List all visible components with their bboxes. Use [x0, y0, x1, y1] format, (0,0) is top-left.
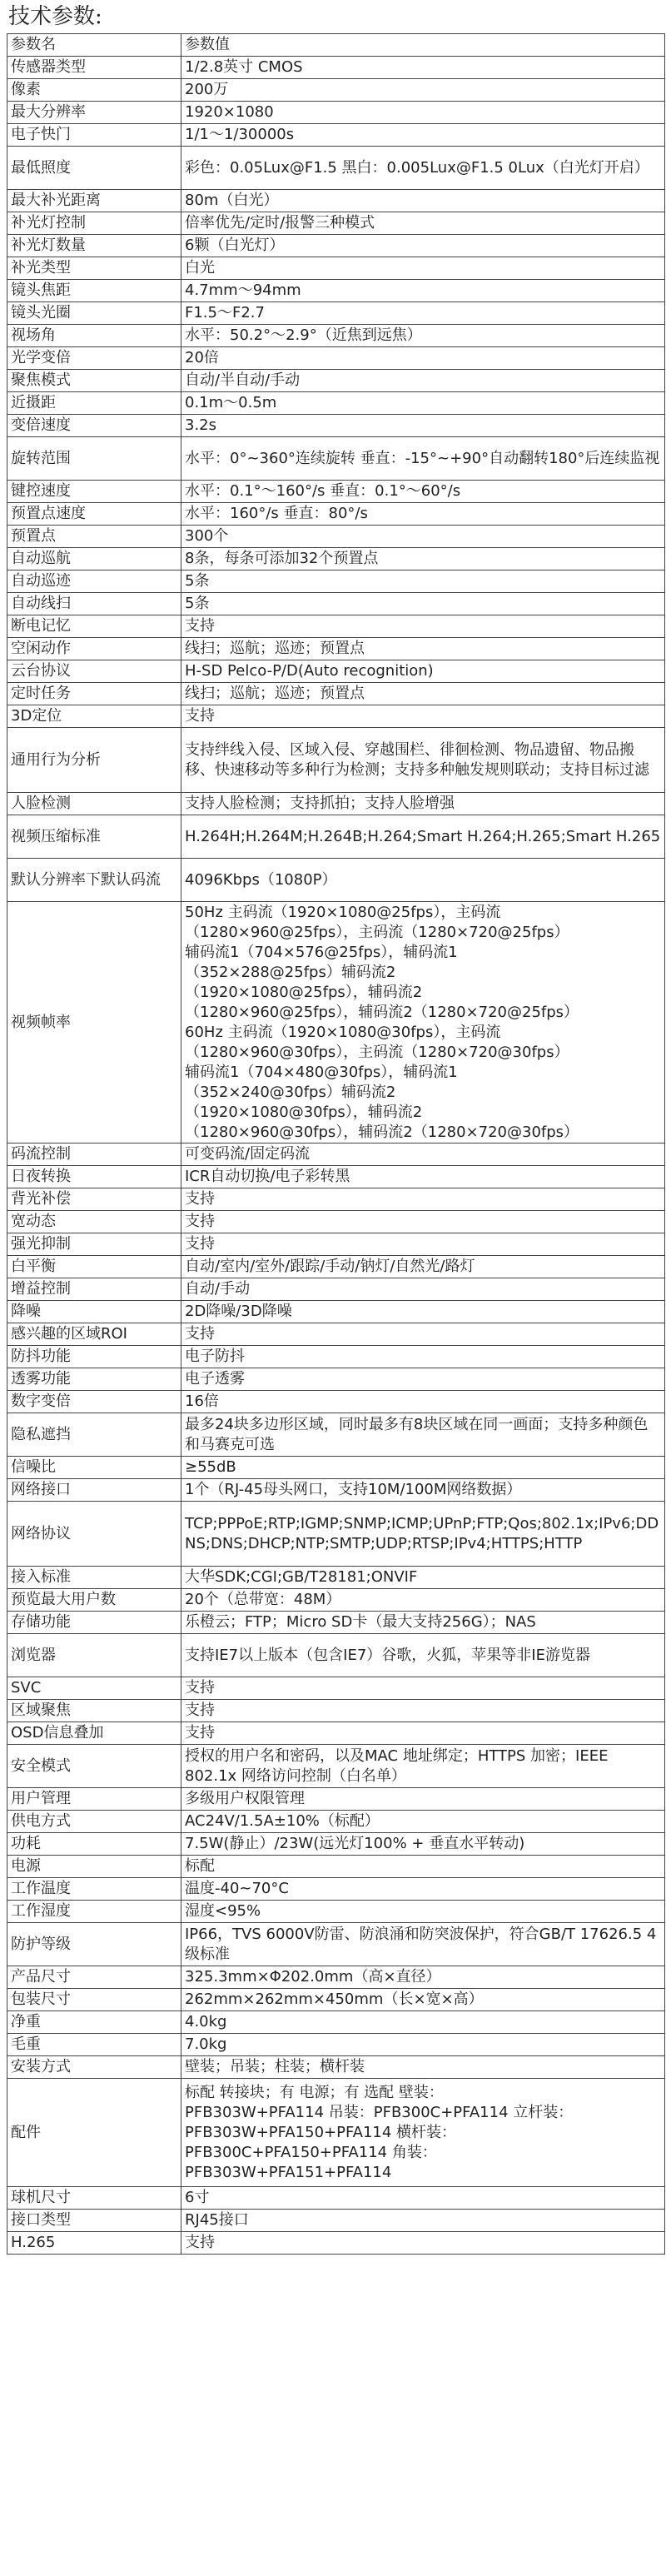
table-row [7, 1966, 665, 1989]
param-value-cell: 1/2.8英寸 CMOS [181, 57, 665, 79]
param-value-cell: 标配 [181, 1856, 665, 1878]
table-row [7, 1700, 665, 1722]
table-row [7, 660, 665, 683]
param-name-cell: 区域聚焦 [7, 1700, 181, 1722]
param-name-cell: 防抖功能 [7, 1346, 181, 1368]
param-value-cell: 白光 [181, 257, 665, 280]
param-value-cell: ≥55dB [181, 1457, 665, 1479]
param-name-cell: 预览最大用户数 [7, 1589, 181, 1612]
param-value-cell: 支持 [181, 1677, 665, 1700]
table-row [7, 1634, 665, 1677]
param-name-cell: 3D定位 [7, 705, 181, 728]
table-row [7, 593, 665, 615]
table-row [7, 1479, 665, 1502]
param-name-cell: 码流控制 [7, 1144, 181, 1166]
table-row [7, 1856, 665, 1878]
param-value-line: （1280×960@25fps），辅码流2（1280×720@25fps） [185, 1003, 579, 1021]
param-value-cell: 0.1m～0.5m [181, 392, 665, 415]
table-row [7, 1677, 665, 1700]
param-name-cell: 接口类型 [7, 2210, 181, 2232]
param-value-cell: 200万 [181, 79, 665, 102]
param-value-cell: 5条 [181, 571, 665, 593]
param-name-cell: 日夜转换 [7, 1166, 181, 1188]
param-value-cell: 1个（RJ-45母头网口，支持10M/100M网络数据） [181, 1479, 665, 1502]
param-value-line: PFB303W+PFA114 吊装：PFB300C+PFA114 立杆装： [185, 2103, 574, 2121]
table-row [7, 1612, 665, 1634]
param-value-cell: 自动/手动 [181, 1278, 665, 1301]
param-value-cell: 8条，每条可添加32个预置点 [181, 548, 665, 571]
param-name-cell: 电子快门 [7, 124, 181, 147]
table-row [7, 2210, 665, 2232]
param-value-line: （352×288@25fps）辅码流2 [185, 963, 396, 981]
table-row [7, 1346, 665, 1368]
table-row [7, 280, 665, 302]
param-value-cell: 1/1～1/30000s [181, 124, 665, 147]
param-value-cell: 支持IE7以上版本（包含IE7）谷歌，火狐，苹果等非IE游览器 [181, 1634, 665, 1677]
param-value-cell: 大华SDK;CGI;GB/T28181;ONVIF [181, 1567, 665, 1589]
table-row [7, 347, 665, 370]
param-name-cell: 默认分辨率下默认码流 [7, 859, 181, 902]
param-name-cell: 视频压缩标准 [7, 815, 181, 859]
param-value-cell: ICR自动切换/电子彩转黑 [181, 1166, 665, 1188]
param-name-cell: 防护等级 [7, 1923, 181, 1966]
table-row [7, 1166, 665, 1188]
param-name-cell: SVC [7, 1677, 181, 1700]
param-value-cell: 支持 [181, 705, 665, 728]
table-row [7, 1833, 665, 1856]
table-row [7, 481, 665, 503]
param-name-cell: 产品尺寸 [7, 1966, 181, 1989]
table-row [7, 1811, 665, 1833]
param-name-cell: 强光抑制 [7, 1233, 181, 1256]
param-value-cell: 电子透雾 [181, 1368, 665, 1391]
param-name-cell: 功耗 [7, 1833, 181, 1856]
param-name-cell: 毛重 [7, 2034, 181, 2056]
table-row [7, 1878, 665, 1901]
table-row [7, 1989, 665, 2011]
page-title: 技术参数: [8, 4, 102, 29]
table-row [7, 437, 665, 481]
param-value-cell: 最多24块多边形区域，同时最多有8块区域在同一画面；支持多种颜色和马赛克可选 [181, 1413, 665, 1457]
param-value-cell: 支持人脸检测；支持抓拍；支持人脸增强 [181, 793, 665, 815]
param-value-cell: 参数值 [181, 34, 665, 57]
param-name-cell: 包装尺寸 [7, 1989, 181, 2011]
table-row [7, 1923, 665, 1966]
table-row [7, 1567, 665, 1589]
table-row [7, 2232, 665, 2255]
param-value-cell: 倍率优先/定时/报警三种模式 [181, 212, 665, 235]
param-value-cell: 1920×1080 [181, 102, 665, 124]
param-name-cell: 宽动态 [7, 1211, 181, 1233]
table-row [7, 1301, 665, 1323]
table-row [7, 815, 665, 859]
table-row [7, 1188, 665, 1211]
table-row [7, 2056, 665, 2079]
param-name-cell: 供电方式 [7, 1811, 181, 1833]
param-name-cell: 数字变倍 [7, 1391, 181, 1413]
param-value-cell: 乐橙云；FTP；Micro SD卡（最大支持256G）；NAS [181, 1612, 665, 1634]
param-value-cell [181, 902, 665, 1144]
param-name-cell: OSD信息叠加 [7, 1722, 181, 1745]
param-value-cell: 水平：50.2°～2.9°（近焦到远焦） [181, 325, 665, 347]
param-name-cell: 配件 [7, 2079, 181, 2187]
param-name-cell: 自动线扫 [7, 593, 181, 615]
table-row [7, 2187, 665, 2210]
param-name-cell: 传感器类型 [7, 57, 181, 79]
param-value-cell: 16倍 [181, 1391, 665, 1413]
table-row [7, 415, 665, 437]
param-name-cell: 旋转范围 [7, 437, 181, 481]
param-value-line: （1920×1080@25fps），辅码流2 [185, 983, 423, 1001]
param-name-cell: 最低照度 [7, 147, 181, 190]
param-name-cell: 网络协议 [7, 1502, 181, 1567]
param-value-line: PFB303W+PFA150+PFA114 横杆装： [185, 2123, 457, 2141]
param-value-cell: 多级用户权限管理 [181, 1788, 665, 1811]
param-value-cell: AC24V/1.5A±10%（标配） [181, 1811, 665, 1833]
table-row [7, 1144, 665, 1166]
table-row [7, 503, 665, 526]
table-row [7, 1323, 665, 1346]
param-value-cell: 3.2s [181, 415, 665, 437]
table-row [7, 2079, 665, 2187]
param-value-cell: 线扫；巡航；巡迹；预置点 [181, 638, 665, 660]
param-name-cell: 光学变倍 [7, 347, 181, 370]
param-name-cell: 定时任务 [7, 683, 181, 705]
table-row [7, 1457, 665, 1479]
table-row [7, 1589, 665, 1612]
table-row [7, 615, 665, 638]
param-name-cell: 接入标准 [7, 1567, 181, 1589]
table-row [7, 571, 665, 593]
spec-table-body [7, 34, 665, 2255]
param-value-cell: 262mm×262mm×450mm（长×宽×高） [181, 1989, 665, 2011]
param-name-cell: 网络接口 [7, 1479, 181, 1502]
param-value-cell: 支持 [181, 1722, 665, 1745]
table-row [7, 1722, 665, 1745]
param-name-cell: 净重 [7, 2011, 181, 2034]
param-name-cell: 自动巡航 [7, 548, 181, 571]
table-row [7, 235, 665, 257]
param-value-line: （1280×960@25fps），主码流（1280×720@25fps） [185, 923, 569, 941]
param-value-cell: 线扫；巡航；巡迹；预置点 [181, 683, 665, 705]
table-row [7, 124, 665, 147]
param-value-cell: 支持 [181, 1211, 665, 1233]
param-value-cell: 20倍 [181, 347, 665, 370]
param-value-cell: 2D降噪/3D降噪 [181, 1301, 665, 1323]
param-value-cell: 20个（总带宽：48M） [181, 1589, 665, 1612]
param-value-cell: 80m（白光） [181, 190, 665, 212]
table-row [7, 1256, 665, 1278]
table-row [7, 1901, 665, 1923]
param-value-cell: 7.5W(静止）/23W(远光灯100% + 垂直水平转动) [181, 1833, 665, 1856]
param-value-cell: 自动/室内/室外/跟踪/手动/钠灯/自然光/路灯 [181, 1256, 665, 1278]
table-row [7, 638, 665, 660]
param-value-cell: 水平：0.1°～160°/s 垂直：0.1°～60°/s [181, 481, 665, 503]
table-row [7, 102, 665, 124]
param-name-cell: 背光补偿 [7, 1188, 181, 1211]
param-name-cell: 镜头焦距 [7, 280, 181, 302]
table-row [7, 392, 665, 415]
param-value-cell: 授权的用户名和密码，以及MAC 地址绑定；HTTPS 加密；IEEE 802.1x 网络访问控制（白名单） [181, 1745, 665, 1788]
param-name-cell: 变倍速度 [7, 415, 181, 437]
param-name-cell: 通用行为分析 [7, 728, 181, 793]
table-row [7, 190, 665, 212]
param-value-cell: 4.7mm～94mm [181, 280, 665, 302]
spec-table [7, 33, 665, 2255]
table-row [7, 1788, 665, 1811]
param-value-cell [181, 2079, 665, 2187]
table-row [7, 526, 665, 548]
param-value-line: PFB303W+PFA151+PFA114 [185, 2163, 392, 2181]
param-value-cell: 支持 [181, 2232, 665, 2255]
param-name-cell: 人脸检测 [7, 793, 181, 815]
param-value-line: 辅码流1（704×576@25fps），辅码流1 [185, 943, 458, 961]
param-value-cell: H-SD Pelco-P/D(Auto recognition) [181, 660, 665, 683]
param-value-line: 60Hz 主码流（1920×1080@30fps），主码流 [185, 1023, 501, 1041]
param-name-cell: 补光类型 [7, 257, 181, 280]
param-value-cell: 7.0kg [181, 2034, 665, 2056]
param-value-line: PFB300C+PFA150+PFA114 角装： [185, 2143, 437, 2161]
param-name-cell: 电源 [7, 1856, 181, 1878]
param-value-line: （1280×960@30fps），主码流（1280×720@30fps） [185, 1043, 569, 1061]
param-name-cell: 浏览器 [7, 1634, 181, 1677]
param-value-cell: H.264H;H.264M;H.264B;H.264;Smart H.264;H.265;Smart H.265 [181, 815, 665, 859]
table-row [7, 1211, 665, 1233]
param-name-cell: 信噪比 [7, 1457, 181, 1479]
table-row [7, 147, 665, 190]
param-value-cell: 支持 [181, 615, 665, 638]
param-value-cell: 300个 [181, 526, 665, 548]
param-value-cell: RJ45接口 [181, 2210, 665, 2232]
param-value-line: 标配 转接块；有 电源；有 选配 壁装： [185, 2083, 444, 2101]
param-value-line: （1280×960@30fps），辅码流2（1280×720@30fps） [185, 1123, 579, 1141]
param-name-cell: 工作温度 [7, 1878, 181, 1901]
param-name-cell: H.265 [7, 2232, 181, 2255]
param-name-cell: 安装方式 [7, 2056, 181, 2079]
param-name-cell: 预置点 [7, 526, 181, 548]
param-value-cell: 湿度<95% [181, 1901, 665, 1923]
param-value-line: （1920×1080@30fps），辅码流2 [185, 1103, 423, 1121]
param-name-cell: 近摄距 [7, 392, 181, 415]
param-name-cell: 增益控制 [7, 1278, 181, 1301]
table-row [7, 370, 665, 392]
table-row [7, 1391, 665, 1413]
param-name-cell: 聚焦模式 [7, 370, 181, 392]
param-name-cell: 自动巡迹 [7, 571, 181, 593]
param-name-cell: 空闲动作 [7, 638, 181, 660]
param-value-cell: 5条 [181, 593, 665, 615]
param-value-cell: 6寸 [181, 2187, 665, 2210]
param-value-cell: 水平：0°~360°连续旋转 垂直：-15°~+90°自动翻转180°后连续监视 [181, 437, 665, 481]
param-name-cell: 补光灯控制 [7, 212, 181, 235]
param-name-cell: 球机尺寸 [7, 2187, 181, 2210]
param-name-cell: 透雾功能 [7, 1368, 181, 1391]
param-name-cell: 白平衡 [7, 1256, 181, 1278]
param-value-cell: 彩色：0.05Lux@F1.5 黑白：0.005Lux@F1.5 0Lux（白光灯开启） [181, 147, 665, 190]
table-row [7, 1745, 665, 1788]
table-row [7, 1502, 665, 1567]
table-row [7, 859, 665, 902]
param-name-cell: 隐私遮挡 [7, 1413, 181, 1457]
table-row [7, 1233, 665, 1256]
param-value-cell: 4096Kbps（1080P） [181, 859, 665, 902]
param-name-cell: 预置点速度 [7, 503, 181, 526]
param-value-cell: 电子防抖 [181, 1346, 665, 1368]
param-value-cell: F1.5～F2.7 [181, 302, 665, 325]
table-row [7, 793, 665, 815]
table-row [7, 57, 665, 79]
table-row [7, 1278, 665, 1301]
table-row [7, 257, 665, 280]
param-name-cell: 镜头光圈 [7, 302, 181, 325]
table-row [7, 902, 665, 1144]
param-value-cell: 可变码流/固定码流 [181, 1144, 665, 1166]
param-name-cell: 最大分辨率 [7, 102, 181, 124]
param-name-cell: 最大补光距离 [7, 190, 181, 212]
table-row [7, 302, 665, 325]
param-name-cell: 断电记忆 [7, 615, 181, 638]
param-value-cell: 4.0kg [181, 2011, 665, 2034]
param-name-cell: 键控速度 [7, 481, 181, 503]
table-row [7, 34, 665, 57]
param-name-cell: 视场角 [7, 325, 181, 347]
param-name-cell: 存储功能 [7, 1612, 181, 1634]
param-value-line: 辅码流1（704×480@30fps），辅码流1 [185, 1063, 458, 1081]
param-value-cell: 支持 [181, 1700, 665, 1722]
param-name-cell: 参数名 [7, 34, 181, 57]
param-value-cell: 水平：160°/s 垂直：80°/s [181, 503, 665, 526]
param-value-cell: IP66，TVS 6000V防雷、防浪涌和防突波保护，符合GB/T 17626.5 4级标准 [181, 1923, 665, 1966]
param-value-cell: 325.3mm×Φ202.0mm（高×直径） [181, 1966, 665, 1989]
table-row [7, 212, 665, 235]
table-row [7, 325, 665, 347]
param-name-cell: 安全模式 [7, 1745, 181, 1788]
table-row [7, 2011, 665, 2034]
param-name-cell: 用户管理 [7, 1788, 181, 1811]
param-name-cell: 工作湿度 [7, 1901, 181, 1923]
table-row [7, 1413, 665, 1457]
table-row [7, 1368, 665, 1391]
param-value-cell: 支持 [181, 1323, 665, 1346]
param-name-cell: 补光灯数量 [7, 235, 181, 257]
param-value-cell: 支持 [181, 1188, 665, 1211]
table-row [7, 548, 665, 571]
param-value-cell: 壁装；吊装；柱装；横杆装 [181, 2056, 665, 2079]
param-value-cell: 自动/半自动/手动 [181, 370, 665, 392]
table-row [7, 728, 665, 793]
param-value-line: （352×240@30fps）辅码流2 [185, 1083, 396, 1101]
param-value-cell: 支持 [181, 1233, 665, 1256]
param-value-line: 50Hz 主码流（1920×1080@25fps），主码流 [185, 903, 501, 921]
param-name-cell: 像素 [7, 79, 181, 102]
param-value-cell: TCP;PPPoE;RTP;IGMP;SNMP;ICMP;UPnP;FTP;Qos;802.1x;IPv6;DDNS;DNS;DHCP;NTP;SMTP;UDP;RTSP;IPv4;HTTPS;HTTP [181, 1502, 665, 1567]
param-name-cell: 云台协议 [7, 660, 181, 683]
table-row [7, 705, 665, 728]
param-name-cell: 降噪 [7, 1301, 181, 1323]
param-value-cell: 6颗（白光灯） [181, 235, 665, 257]
table-row [7, 2034, 665, 2056]
table-row [7, 79, 665, 102]
param-name-cell: 感兴趣的区域ROI [7, 1323, 181, 1346]
table-row [7, 683, 665, 705]
param-name-cell: 视频帧率 [7, 902, 181, 1144]
param-value-cell: 温度-40~70°C [181, 1878, 665, 1901]
param-value-cell: 支持绊线入侵、区域入侵、穿越围栏、徘徊检测、物品遗留、物品搬移、快速移动等多种行为检测；支持多种触发规则联动；支持目标过滤 [181, 728, 665, 793]
